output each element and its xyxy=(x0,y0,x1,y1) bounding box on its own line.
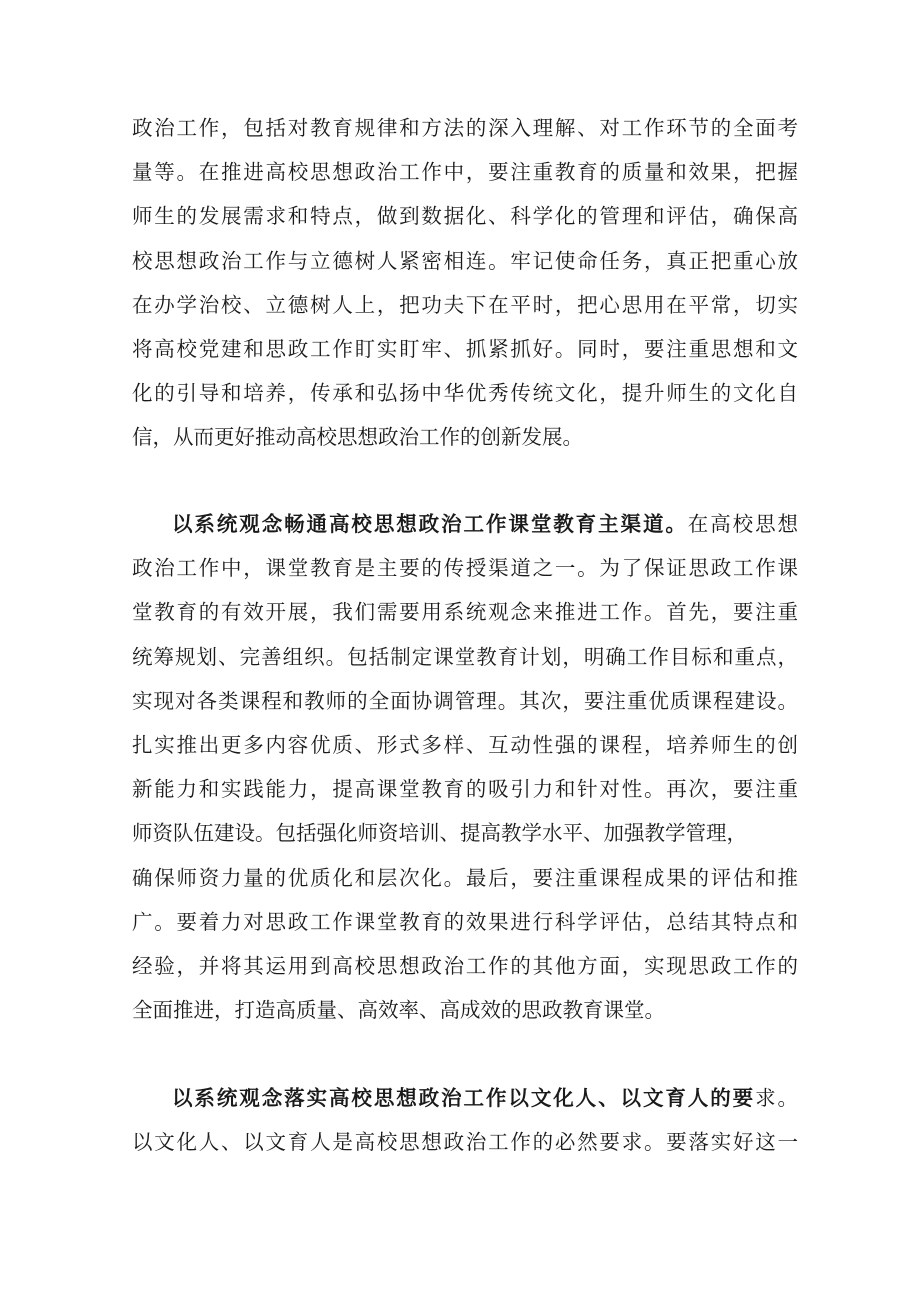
text-line: 堂教育的有效开展，我们需要用系统观念来推进工作。首先，要注重 xyxy=(132,600,798,625)
section-heading: 以系统观念畅通高校思想政治工作课堂教育主渠道。 xyxy=(172,512,688,536)
paragraph-3 xyxy=(132,1076,798,1164)
text-line: 确保师资力量的优质化和层次化。最后，要注重课程成果的评估和推 xyxy=(132,865,798,890)
text-line: 实现对各类课程和教师的全面协调管理。其次，要注重优质课程建设。 xyxy=(132,688,798,713)
text-line: 校思想政治工作与立德树人紧密相连。牢记使命任务，真正把重心放 xyxy=(132,248,798,273)
text-line: 以系统观念落实高校思想政治工作以文化人、以文育人的要求。 xyxy=(172,1086,799,1110)
section-heading: 以系统观念落实高校思想政治工作以文化人、以文育人的要 xyxy=(172,1086,756,1110)
paragraph-2 xyxy=(132,502,798,1032)
text-line: 政治工作，包括对教育规律和方法的深入理解、对工作环节的全面考 xyxy=(132,116,798,140)
text-line: 统筹规划、完善组织。包括制定课堂教育计划，明确工作目标和重点， xyxy=(132,644,798,669)
text-line: 全面推进，打造高质量、高效率、高成效的思政教育课堂。 xyxy=(132,998,665,1023)
text-line: 量等。在推进高校思想政治工作中，要注重教育的质量和效果，把握 xyxy=(132,160,798,185)
paragraph-1 xyxy=(132,106,798,460)
text-line: 师资队伍建设。包括强化师资培训、提高教学水平、加强教学管理， xyxy=(132,821,747,846)
text-line: 以文化人、以文育人是高校思想政治工作的必然要求。要落实好这一 xyxy=(132,1130,798,1155)
text-line: 政治工作中，课堂教育是主要的传授渠道之一。为了保证思政工作课 xyxy=(132,556,798,581)
text-line: 经验，并将其运用到高校思想政治工作的其他方面，实现思政工作的 xyxy=(132,953,798,978)
text-line: 师生的发展需求和特点，做到数据化、科学化的管理和评估，确保高 xyxy=(132,204,798,229)
text-line: 信，从而更好推动高校思想政治工作的创新发展。 xyxy=(132,425,583,450)
text-line: 在办学治校、立德树人上，把功夫下在平时，把心思用在平常，切实 xyxy=(132,292,798,317)
text-line: 新能力和实践能力，提高课堂教育的吸引力和针对性。再次，要注重 xyxy=(132,777,798,802)
text-line: 扎实推出更多内容优质、形式多样、互动性强的课程，培养师生的创 xyxy=(132,732,798,757)
text-line: 广。要着力对思政工作课堂教育的效果进行科学评估，总结其特点和 xyxy=(132,909,798,934)
text-line: 以系统观念畅通高校思想政治工作课堂教育主渠道。在高校思想 xyxy=(172,512,799,536)
text-line: 化的引导和培养，传承和弘扬中华优秀传统文化，提升师生的文化自 xyxy=(132,381,798,406)
text-line: 将高校党建和思政工作盯实盯牢、抓紧抓好。同时，要注重思想和文 xyxy=(132,336,798,361)
